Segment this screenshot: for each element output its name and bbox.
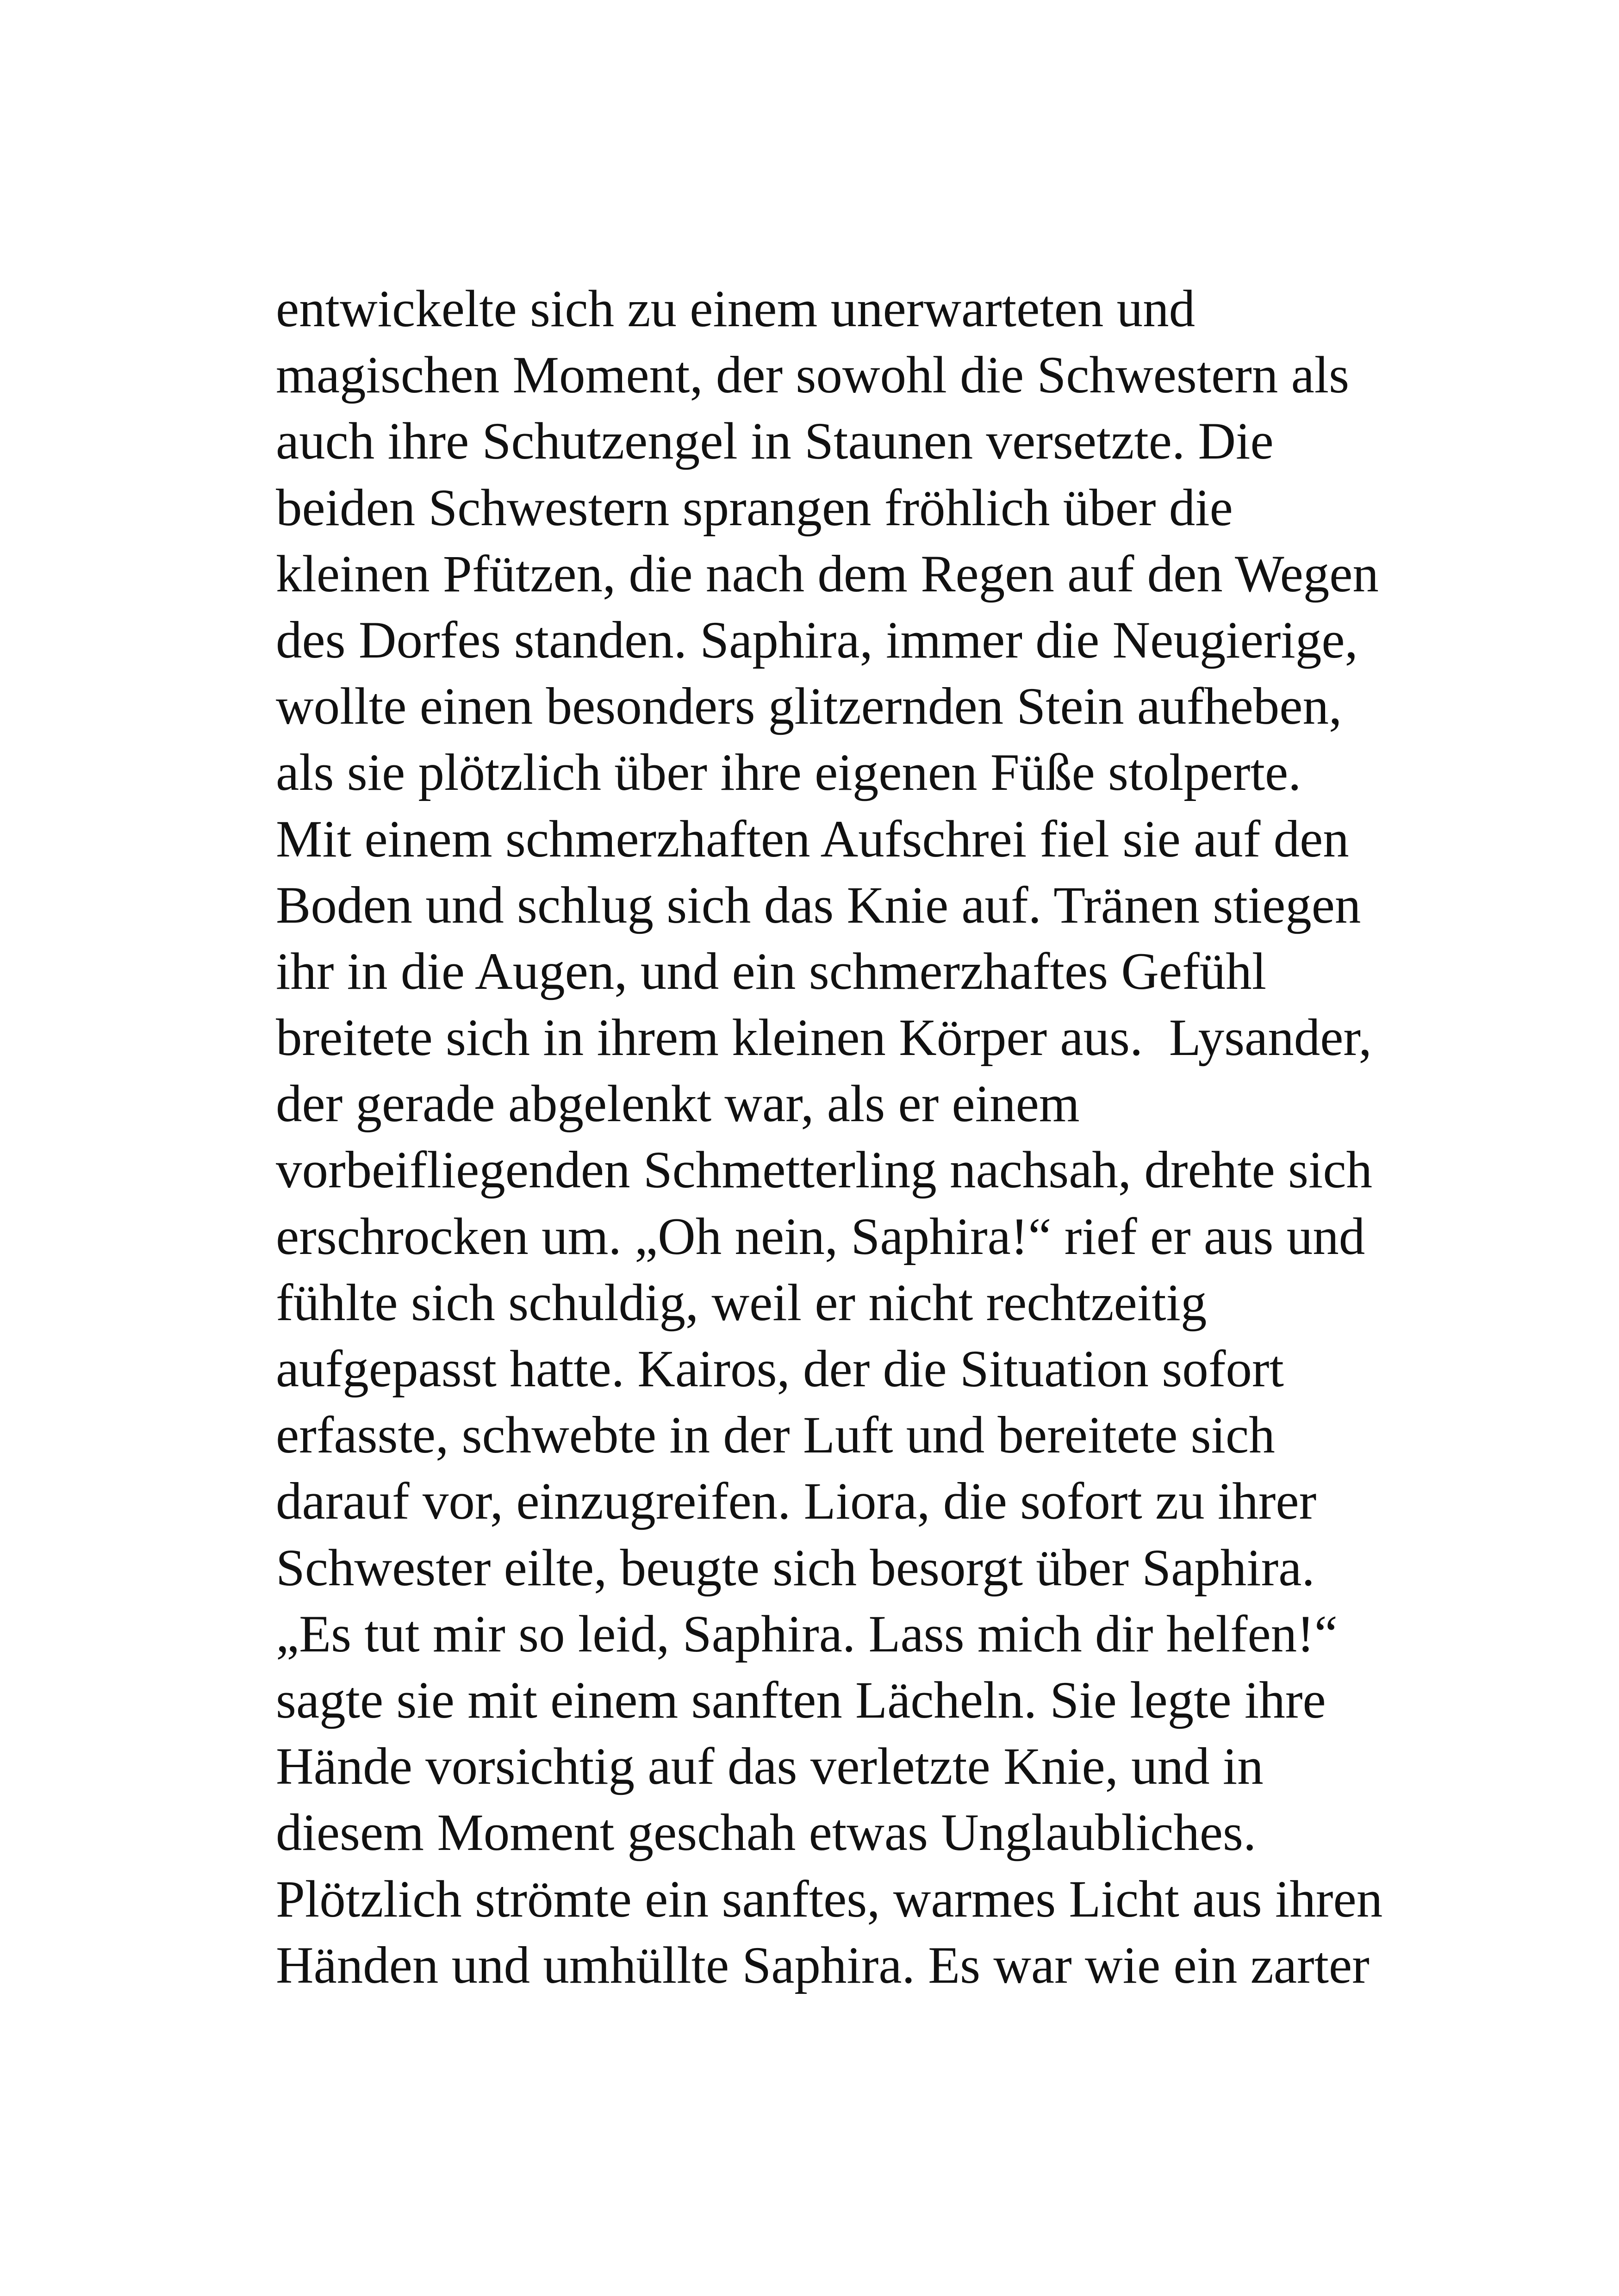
text-line: erschrocken um. „Oh nein, Saphira!“ rief er aus und [276,1207,1365,1266]
text-line: als sie plötzlich über ihre eigenen Füße stolperte. [276,744,1301,802]
text-line: aufgepasst hatte. Kairos, der die Situation sofort [276,1340,1284,1398]
text-line: diesem Moment geschah etwas Unglaubliches. [276,1804,1257,1862]
text-line: auch ihre Schutzengel in Staunen versetzte. Die [276,412,1274,471]
text-line: „Es tut mir so leid, Saphira. Lass mich dir helfen!“ [276,1605,1338,1663]
text-line: Mit einem schmerzhaften Aufschrei fiel sie auf den [276,810,1349,868]
text-line: wollte einen besonders glitzernden Stein aufheben, [276,677,1342,736]
text-line: Schwester eilte, beugte sich besorgt über Saphira. [276,1539,1315,1597]
text-line: magischen Moment, der sowohl die Schwestern als [276,346,1350,404]
text-line: erfasste, schwebte in der Luft und bereitete sich [276,1406,1275,1464]
text-line: Boden und schlug sich das Knie auf. Tränen stiegen [276,876,1361,934]
text-line: Händen und umhüllte Saphira. Es war wie ein zarter [276,1936,1370,1994]
text-line: entwickelte sich zu einem unerwarteten und [276,280,1196,338]
text-line: der gerade abgelenkt war, als er einem [276,1075,1080,1133]
text-line: fühlte sich schuldig, weil er nicht rechtzeitig [276,1273,1207,1332]
text-line: vorbeifliegenden Schmetterling nachsah, drehte sich [276,1141,1373,1199]
text-line: Plötzlich strömte ein sanftes, warmes Licht aus ihren [276,1870,1383,1928]
text-line: beiden Schwestern sprangen fröhlich über die [276,478,1233,537]
text-line: Hände vorsichtig auf das verletzte Knie, und in [276,1738,1264,1796]
text-line: des Dorfes standen. Saphira, immer die Neugierige, [276,611,1358,669]
text-line: darauf vor, einzugreifen. Liora, die sofort zu ihrer [276,1472,1317,1531]
text-line: kleinen Pfützen, die nach dem Regen auf den Wegen [276,545,1379,603]
text-line: breitete sich in ihrem kleinen Körper aus. Lysander, [276,1009,1372,1067]
body-text [276,276,1387,1998]
text-line: ihr in die Augen, und ein schmerzhaftes Gefühl [276,942,1267,1000]
text-line: sagte sie mit einem sanften Lächeln. Sie legte ihre [276,1671,1326,1729]
